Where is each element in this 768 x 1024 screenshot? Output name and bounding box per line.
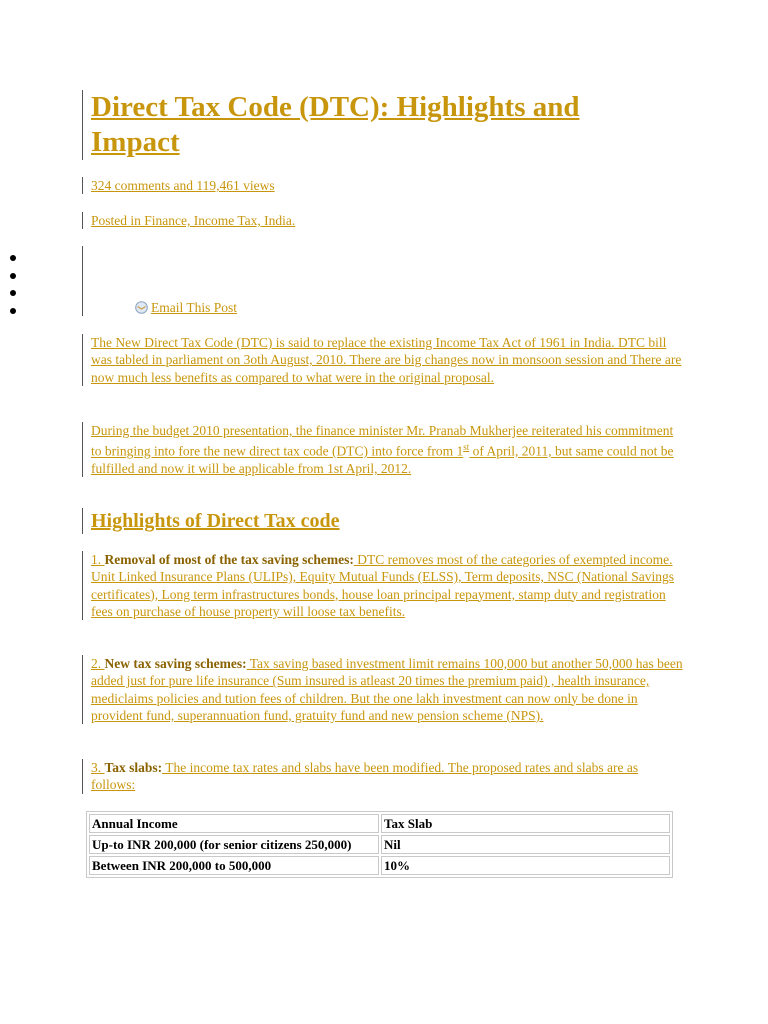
bullet-2 <box>10 273 16 279</box>
posted-in-link[interactable]: Posted in Finance, Income Tax, India. <box>91 213 296 228</box>
tax-slab-table <box>86 811 673 878</box>
item-text[interactable]: Tax saving based investment limit remains 100,000 but another 50,000 has been added just for pure life insurance (Sum insured is atleast 20 times the premium paid) , health insurance, mediclaims policies and tution fees of children. But the one lakh investment can now only be done in provident fund, superannuation fund, gratuity fund and new pension scheme (NPS). <box>91 656 683 723</box>
table-row <box>89 856 670 875</box>
item-text[interactable]: DTC removes most of the categories of exempted income. Unit Linked Insurance Plans (ULIPs), Equity Mutual Funds (ELSS), Term deposits, NSC (National Savings certificates), Long term infrastructures bonds, house loan principal repayment, stamp duty and registration fees on purchase of house property will loose tax benefits. <box>91 552 675 619</box>
bullet-1 <box>10 255 16 261</box>
budget-paragraph-text-b[interactable]: of April, 2011, but same could not be fulfilled and now it will be applicable from 1st April, 2012. <box>91 443 674 477</box>
income-cell: Between INR 200,000 to 500,000 <box>89 856 379 875</box>
bullet-4 <box>10 308 16 314</box>
comments-views-meta[interactable] <box>82 177 275 194</box>
posted-in-meta[interactable] <box>82 212 295 229</box>
highlight-item-1[interactable] <box>82 551 683 620</box>
highlights-heading[interactable]: Highlights of Direct Tax code <box>82 508 340 534</box>
bullet-3 <box>10 290 16 296</box>
item-text[interactable]: The income tax rates and slabs have been modified. The proposed rates and slabs are as follows: <box>91 760 639 793</box>
table-header-row <box>89 814 670 833</box>
article-title[interactable]: Direct Tax Code (DTC): Highlights and Impact <box>82 90 651 160</box>
share-buttons-area <box>82 246 83 316</box>
header-annual-income: Annual Income <box>89 814 379 833</box>
item-lead: Removal of most of the tax saving schemes: <box>104 552 354 567</box>
intro-paragraph[interactable] <box>82 334 683 386</box>
item-number: 1. <box>91 552 105 567</box>
slab-cell: 10% <box>381 856 670 875</box>
table-row <box>89 835 670 854</box>
superscript-st: st <box>463 442 470 453</box>
highlight-item-3[interactable] <box>82 759 683 794</box>
comments-views-link[interactable]: 324 comments and 119,461 views <box>91 178 275 193</box>
item-number: 2. <box>91 656 105 671</box>
email-icon <box>135 301 148 314</box>
item-number: 3. <box>91 760 105 775</box>
item-lead: Tax slabs: <box>104 760 163 775</box>
budget-paragraph[interactable] <box>82 422 683 477</box>
item-lead: New tax saving schemes: <box>104 656 247 671</box>
highlight-item-2[interactable] <box>82 655 683 724</box>
intro-paragraph-text[interactable]: The New Direct Tax Code (DTC) is said to replace the existing Income Tax Act of 1961 in India. DTC bill was tabled in parliament on 3oth August, 2010. There are big changes now in monsoon session and There are now much less benefits as compared to what were in the original proposal. <box>91 335 682 385</box>
slab-cell: Nil <box>381 835 670 854</box>
email-this-post-link[interactable]: Email This Post <box>151 300 238 315</box>
header-tax-slab: Tax Slab <box>381 814 670 833</box>
budget-paragraph-text-a[interactable]: During the budget 2010 presentation, the finance minister Mr. Pranab Mukherjee reiterated his commitment to bringing into fore the new direct tax code (DTC) into force from 1 <box>91 423 674 459</box>
email-this-post[interactable] <box>135 299 237 316</box>
income-cell: Up-to INR 200,000 (for senior citizens 250,000) <box>89 835 379 854</box>
